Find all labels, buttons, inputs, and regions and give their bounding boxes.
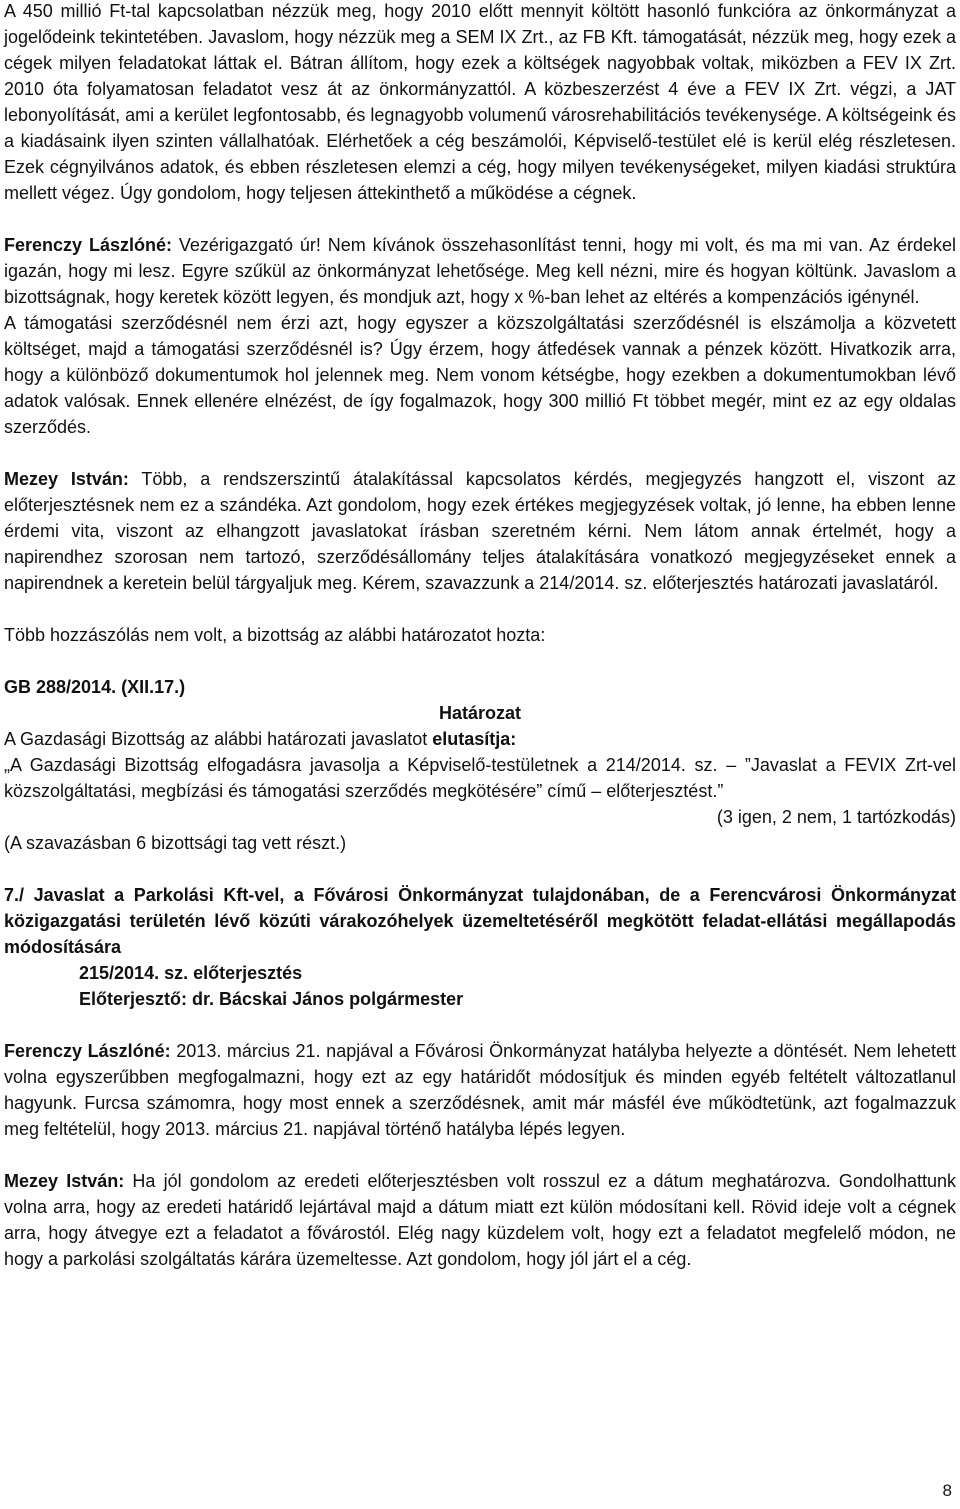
speech-paragraph (4, 1038, 956, 1142)
agenda-document: 215/2014. sz. előterjesztés (79, 963, 303, 983)
speaker-name: Mezey István: (4, 1171, 125, 1191)
vote-participants: (A szavazásban 6 bizottsági tag vett részt.) (4, 833, 347, 853)
speech-text: 2013. március 21. napjával a Fővárosi Önkormányzat hatályba helyezte a döntését. Nem lehetett volna egyszerűbben megfogalmazni, hogy ezt az egy határidőt módosítjuk és minden egyéb feltételt változatlanul hagyunk. Furcsa számomra, hogy most ennek a szerződésnek, amit már másfél éve működtetünk, azt fogalmazzuk meg feltételül, hogy 2013. március 21. napjával történő hatályba lépés legyen. (4, 1041, 956, 1139)
agenda-presenter: Előterjesztő: dr. Bácskai János polgármester (79, 989, 464, 1009)
speaker-name: Ferenczy Lászlóné: (4, 235, 172, 255)
resolution-title: Határozat (438, 703, 522, 723)
agenda-title: 7./ Javaslat a Parkolási Kft-vel, a Fővárosi Önkormányzat tulajdonában, de a Ferencvárosi Önkormányzat közigazgatási területén lévő közúti várakozóhelyek üzemeltetéséről megkötött feladat-ellátási megállapodás módosítására (4, 885, 956, 957)
resolution-number: GB 288/2014. (XII.17.) (4, 677, 186, 697)
vote-result: (3 igen, 2 nem, 1 tartózkodás) (716, 807, 956, 827)
speech-paragraph (4, 466, 956, 596)
speech-text: Vezérigazgató úr! Nem kívánok összehasonlítást tenni, hogy mi volt, és ma mi van. Az érdekel igazán, hogy mi lesz. Egyre szűkül az önkormányzat lehetősége. Meg kell nézni, mire és hogyan költünk. Javaslom a bizottságnak, hogy keretek között legyen, és mondjuk azt, hogy x %-ban lehet az eltérés a kompenzációs igénynél. (4, 235, 956, 307)
document-body (4, 0, 956, 1272)
resolution-line-text: A Gazdasági Bizottság az alábbi határozati javaslatot (4, 729, 433, 749)
resolution-line (4, 726, 956, 752)
resolution-quote: „A Gazdasági Bizottság elfogadásra javasolja a Képviselő-testületnek a 214/2014. sz. – ”Javaslat a FEVIX Zrt-vel közszolgáltatási, megbízási és támogatási szerződés megkötésére” című – előterjesztést.” (4, 755, 956, 801)
speech-paragraph (4, 232, 956, 310)
speaker-name: Ferenczy Lászlóné: (4, 1041, 171, 1061)
speaker-name: Mezey István: (4, 469, 129, 489)
speech-paragraph: A támogatási szerződésnél nem érzi azt, hogy egyszer a közszolgáltatási szerződésnél is elszámolja a közvetett költséget, majd a támogatási szerződésnél is? Úgy érzem, hogy átfedések vannak a pénzek között. Hivatkozik arra, hogy a különböző dokumentumok hol jelennek meg. Nem vonom kétségbe, hogy ezekben a dokumentumokban lévő adatok valósak. Ennek ellenére elnézést, de így fogalmazok, hogy 300 millió Ft többet megér, mint ez az egy oldalas szerződés. (4, 313, 956, 437)
resolution-decision: elutasítja: (432, 729, 517, 749)
procedure-note: Több hozzászólás nem volt, a bizottság az alábbi határozatot hozta: (4, 625, 546, 645)
page-number: 8 (942, 1481, 952, 1500)
speech-text: Több, a rendszerszintű átalakítással kapcsolatos kérdés, megjegyzés hangzott el, viszont az előterjesztésnek nem ez a szándéka. Azt gondolom, hogy ezek értékes megjegyzések voltak, jó lenne, ha ebben lenne érdemi vita, viszont az elhangzott javaslatokat írásban szeretném kérni. Nem látom annak értelmét, hogy a napirendhez szorosan nem tartozó, szerződésállomány teljes átalakítására vonatkozó megjegyzéseket ennek a napirendnek a keretein belül tárgyaljuk meg. Kérem, szavazzunk a 214/2014. sz. előterjesztés határozati javaslatáról. (4, 469, 956, 593)
intro-paragraph: A 450 millió Ft-tal kapcsolatban nézzük meg, hogy 2010 előtt mennyit költött hasonló funkcióra az önkormányzat a jogelődeink tekintetében. Javaslom, hogy nézzük meg a SEM IX Zrt., az FB Kft. támogatását, nézzük meg, hogy ezek a cégek milyen feladatokat láttak el. Bátran állítom, hogy ezek a költségek nagyobbak voltak, miközben a FEV IX Zrt. 2010 óta folyamatosan feladatot vesz át az önkormányzattól. A közbeszerzést 4 éve a FEV IX Zrt. végzi, a JAT lebonyolítását, ami a kerület legfontosabb, és legnagyobb volumenű városrehabilitációs tevékenysége. A költségeink és a kiadásaink ilyen szinten vállalhatóak. Elérhetőek a cég beszámolói, Képviselő-testület elé is kerül elég részletesen. Ezek cégnyilvános adatok, és ebben részletesen elemzi a cég, hogy milyen tevékenységeket, milyen kiadási struktúra mellett végez. Úgy gondolom, hogy teljesen áttekinthető a működése a cégnek. (4, 1, 956, 203)
speech-text: Ha jól gondolom az eredeti előterjesztésben volt rosszul ez a dátum meghatározva. Gondolhattunk volna arra, hogy az eredeti határidő lejártával majd a dátum miatt ezt külön módosítani kell. Rövid ideje volt a cégnek arra, hogy átvegye ezt a feladatot a fővárostól. Elég nagy küzdelem volt, hogy ezt a feladatot megfelelő módon, ne hogy a parkolási szolgáltatás kárára üzemeltesse. Azt gondolom, hogy jól járt el a cég. (4, 1171, 956, 1269)
speech-paragraph (4, 1168, 956, 1272)
